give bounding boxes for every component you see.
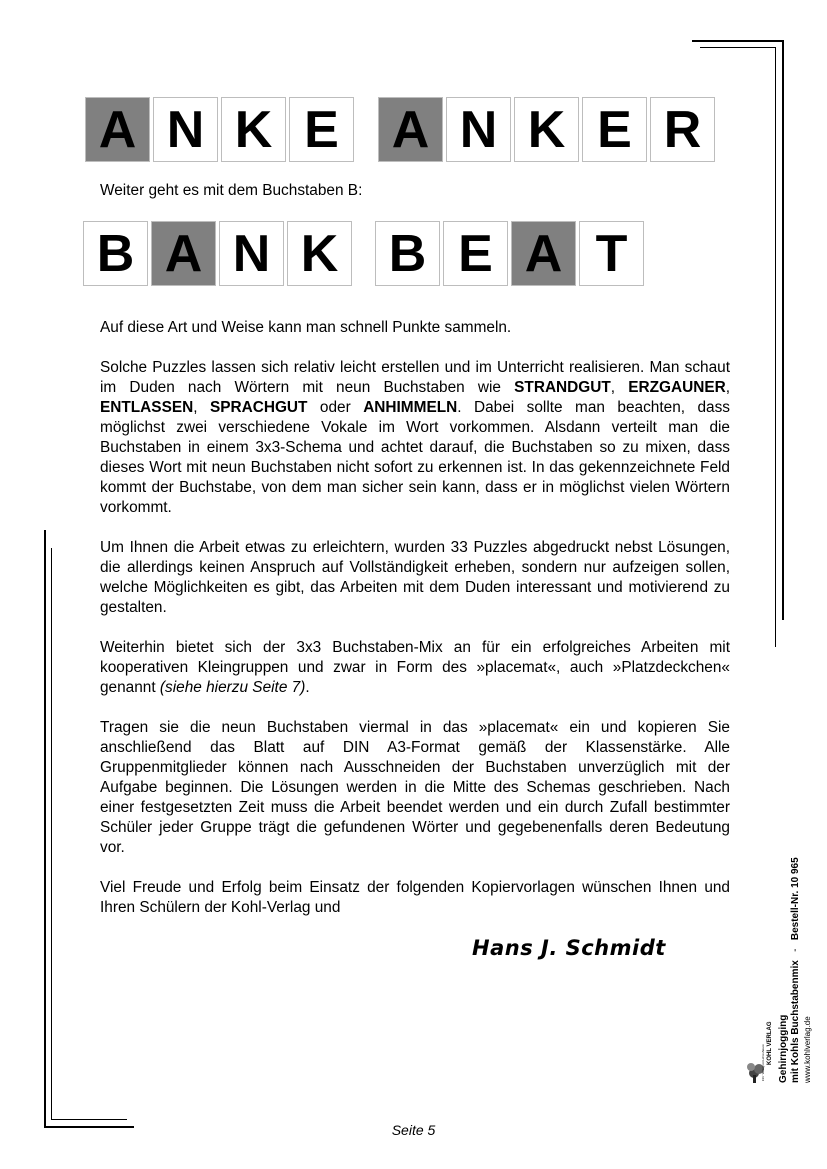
- paragraph-4-start: Weiterhin bietet sich der 3x3 Buchstaben-Mix an für ein erfolgreiches Arbeiten mit kooperativen Kleingruppen und zwar in Form des »placemat«, auch »Platzdeckchen« genannt: [100, 639, 730, 696]
- paragraph-4: [100, 638, 730, 698]
- letter-tile: N: [153, 97, 218, 162]
- letter-tile: B: [375, 221, 440, 286]
- word-gap: [355, 221, 372, 286]
- paragraph-2-start: Solche Puzzles lassen sich relativ leicht erstellen und im Unterricht realisieren. Man schaut im Duden nach Wörtern mit neun Buchstaben wie: [100, 359, 730, 396]
- word-gap: [357, 97, 375, 162]
- word-entlassen: ENTLASSEN: [100, 399, 194, 416]
- page-number: Seite 5: [391, 1122, 436, 1138]
- frame-right-line-1: [782, 40, 784, 620]
- paragraph-1: Auf diese Art und Weise kann man schnell Punkte sammeln.: [100, 319, 512, 336]
- frame-bottom-line-2: [51, 1119, 127, 1120]
- letter-tile: A: [85, 97, 150, 162]
- letter-tile: T: [579, 221, 644, 286]
- author-signature: Hans J. Schmidt: [472, 936, 666, 960]
- frame-top-line-1: [692, 40, 784, 42]
- letter-tile: N: [446, 97, 511, 162]
- letter-tile: K: [287, 221, 352, 286]
- frame-left-line-2: [51, 548, 52, 1120]
- side-order-number: Bestell-Nr. 10 965: [790, 857, 801, 941]
- paragraph-2: [100, 358, 730, 518]
- letter-tile: A: [511, 221, 576, 286]
- word-anhimmeln: ANHIMMELN: [363, 399, 458, 416]
- frame-top-line-2: [700, 47, 776, 48]
- side-imprint: [778, 857, 814, 1083]
- letter-tile: K: [514, 97, 579, 162]
- frame-left-line-1: [44, 530, 46, 1128]
- side-title-1: Gehirnjogging: [778, 1014, 789, 1083]
- bank-beat-tiles: [83, 221, 647, 286]
- letter-tile: A: [151, 221, 216, 286]
- intro-b-text: Weiter geht es mit dem Buchstaben B:: [100, 182, 363, 199]
- letter-tile: B: [83, 221, 148, 286]
- separator: ,: [725, 379, 730, 396]
- letter-tile: A: [378, 97, 443, 162]
- letter-tile: E: [289, 97, 354, 162]
- letter-tile: E: [582, 97, 647, 162]
- kohl-verlag-logo: [745, 1015, 775, 1085]
- word-erzgauner: ERZGAUNER: [628, 379, 726, 396]
- anke-anker-tiles: [85, 97, 718, 162]
- logo-text: KOHL VERLAG: [767, 1021, 773, 1065]
- letter-tile: K: [221, 97, 286, 162]
- side-dash: -: [790, 948, 801, 952]
- separator: ,: [193, 399, 210, 416]
- letter-tile: E: [443, 221, 508, 286]
- word-sprachgut: SPRACHGUT: [209, 399, 308, 416]
- paragraph-5: Tragen sie die neun Buchstaben viermal in das »placemat« ein und kopieren Sie anschließend das Blatt auf DIN A3-Format gemäß der Klassenstärke. Alle Gruppenmitglieder können nach Ausschneiden der Buchstaben unverzüglich mit der Aufgabe beginnen. Die Lösungen werden in die Mitte des Schemas geschrieben. Nach einer festgesetzten Zeit muss die Arbeit beendet werden und ein durch Zufall bestimmter Schüler jeder Gruppe trägt die gefundenen Wörter und gegebenenfalls deren Bedeutung vor.: [100, 719, 730, 856]
- separator: oder: [307, 399, 364, 416]
- paragraph-2-end: . Dabei sollte man beachten, dass möglichst zwei verschiedene Vokale im Wort vorkommen. Alsdann verteilt man die Buchstaben in einem 3x3-Schema und achtet darauf, die Buchstaben so zu mixen, dass dieses Wort mit neun Buchstaben nicht sofort zu erkennen ist. In das gekennzeichnete Feld kommt der Buchstabe, von dem man sicher sein kann, dass er in möglichst vielen Wörtern vorkommt.: [100, 399, 731, 516]
- side-title-2: mit Kohls Buchstabenmix: [790, 960, 801, 1083]
- side-url: www.kohlverlag.de: [803, 1016, 812, 1083]
- frame-right-line-2: [775, 47, 776, 647]
- paragraph-6: Viel Freude und Erfolg beim Einsatz der folgenden Kopiervorlagen wünschen Ihnen und Ihren Schülern der Kohl-Verlag und: [100, 879, 730, 916]
- separator: ,: [610, 379, 629, 396]
- page-reference: (siehe hierzu Seite 7): [159, 679, 306, 696]
- paragraph-4-end: .: [305, 679, 310, 696]
- paragraph-3: Um Ihnen die Arbeit etwas zu erleichtern, wurden 33 Puzzles abgedruckt nebst Lösungen, die allerdings keinen Anspruch auf Vollständigkeit erheben, sondern nur aufzeigen sollen, welche Möglichkeiten es gibt, das Arbeiten mit dem Duden interessant und motivierend zu gestalten.: [100, 539, 730, 616]
- letter-tile: N: [219, 221, 284, 286]
- letter-tile: R: [650, 97, 715, 162]
- logo-tagline: Der Verlag mit dem Baum: [761, 1044, 765, 1081]
- word-strandgut: STRANDGUT: [514, 379, 611, 396]
